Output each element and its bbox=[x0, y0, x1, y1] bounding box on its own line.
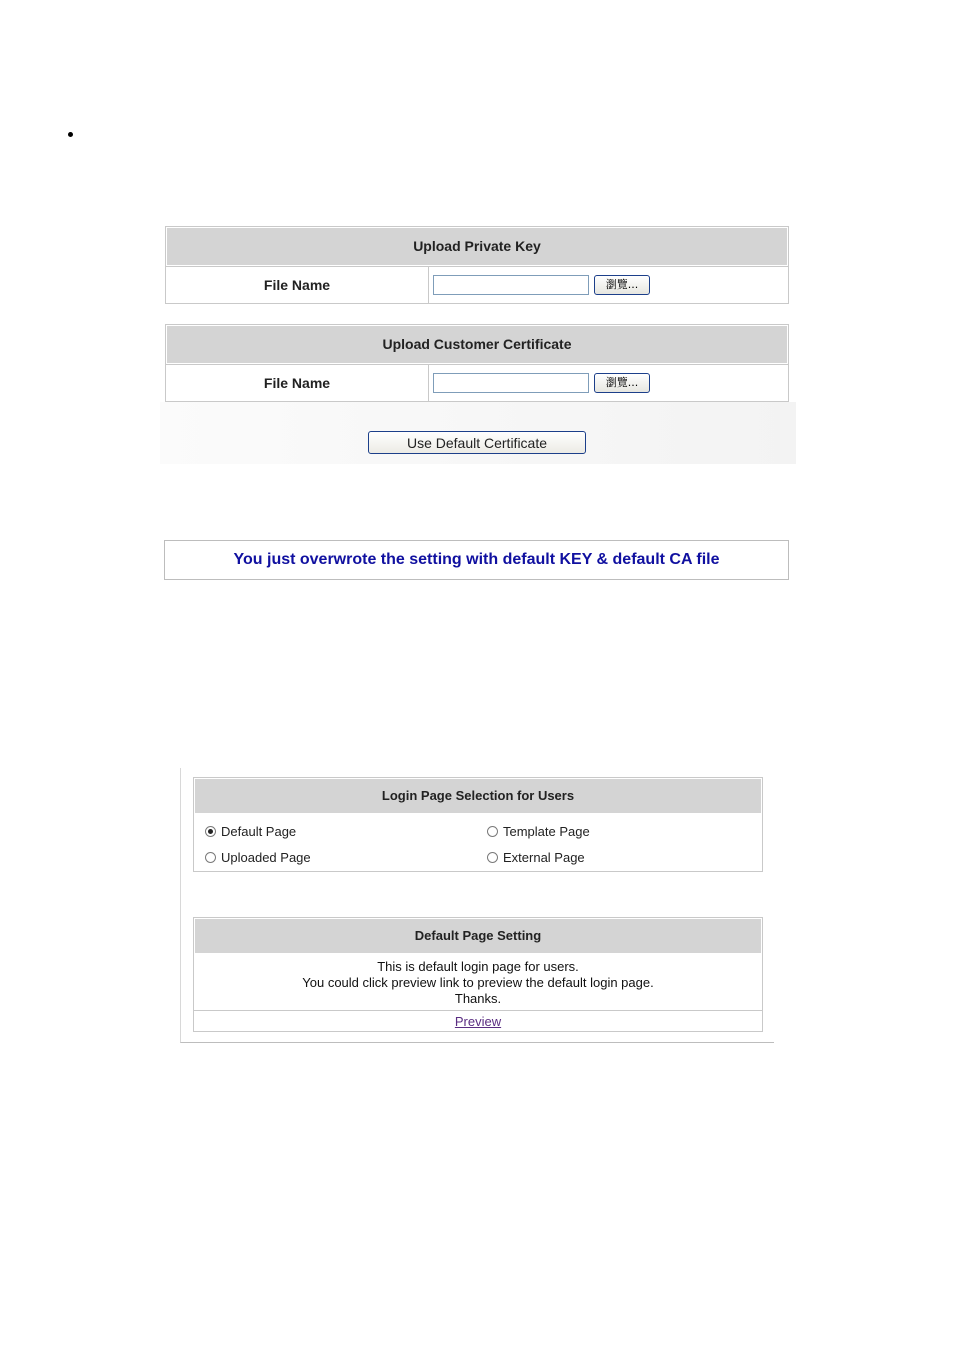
preview-link[interactable]: Preview bbox=[454, 1014, 502, 1029]
radio-template-page[interactable] bbox=[487, 824, 590, 839]
default-page-setting-title: Default Page Setting bbox=[194, 918, 762, 954]
bullet-point bbox=[68, 132, 73, 137]
upload-certificate-panel bbox=[165, 324, 789, 402]
use-default-certificate-button[interactable]: Use Default Certificate bbox=[368, 431, 586, 454]
private-key-file-label: File Name bbox=[166, 267, 429, 303]
certificate-file-row bbox=[166, 364, 788, 401]
description-line-3: Thanks. bbox=[454, 991, 502, 1006]
default-page-setting-panel bbox=[193, 917, 763, 1032]
certificate-file-label: File Name bbox=[166, 365, 429, 401]
login-page-selection-title: Login Page Selection for Users bbox=[194, 778, 762, 814]
radio-label: Default Page bbox=[221, 824, 297, 839]
description-line-1: This is default login page for users. bbox=[377, 959, 579, 974]
default-certificate-area bbox=[160, 402, 796, 464]
private-key-browse-button[interactable]: 瀏覽... bbox=[594, 275, 650, 295]
radio-uploaded-page[interactable] bbox=[205, 850, 311, 865]
certificate-file-input[interactable] bbox=[433, 373, 589, 393]
radio-label: External Page bbox=[503, 850, 585, 865]
radio-button[interactable] bbox=[487, 852, 498, 863]
radio-button[interactable] bbox=[487, 826, 498, 837]
radio-button-checked[interactable] bbox=[205, 826, 216, 837]
login-page-selection-panel bbox=[193, 777, 763, 872]
radio-default-page[interactable] bbox=[205, 824, 296, 839]
upload-private-key-title: Upload Private Key bbox=[166, 227, 788, 266]
certificate-browse-button[interactable]: 瀏覽... bbox=[594, 373, 650, 393]
default-page-description bbox=[194, 954, 762, 1010]
preview-row bbox=[194, 1010, 762, 1032]
private-key-file-input[interactable] bbox=[433, 275, 589, 295]
private-key-file-row bbox=[166, 266, 788, 303]
upload-certificate-title: Upload Customer Certificate bbox=[166, 325, 788, 364]
radio-label: Template Page bbox=[503, 824, 590, 839]
upload-private-key-panel bbox=[165, 226, 789, 304]
radio-button[interactable] bbox=[205, 852, 216, 863]
radio-label: Uploaded Page bbox=[221, 850, 311, 865]
overwrite-message: You just overwrote the setting with default KEY & default CA file bbox=[164, 540, 789, 580]
description-line-2: You could click preview link to preview the default login page. bbox=[302, 975, 654, 990]
radio-external-page[interactable] bbox=[487, 850, 585, 865]
